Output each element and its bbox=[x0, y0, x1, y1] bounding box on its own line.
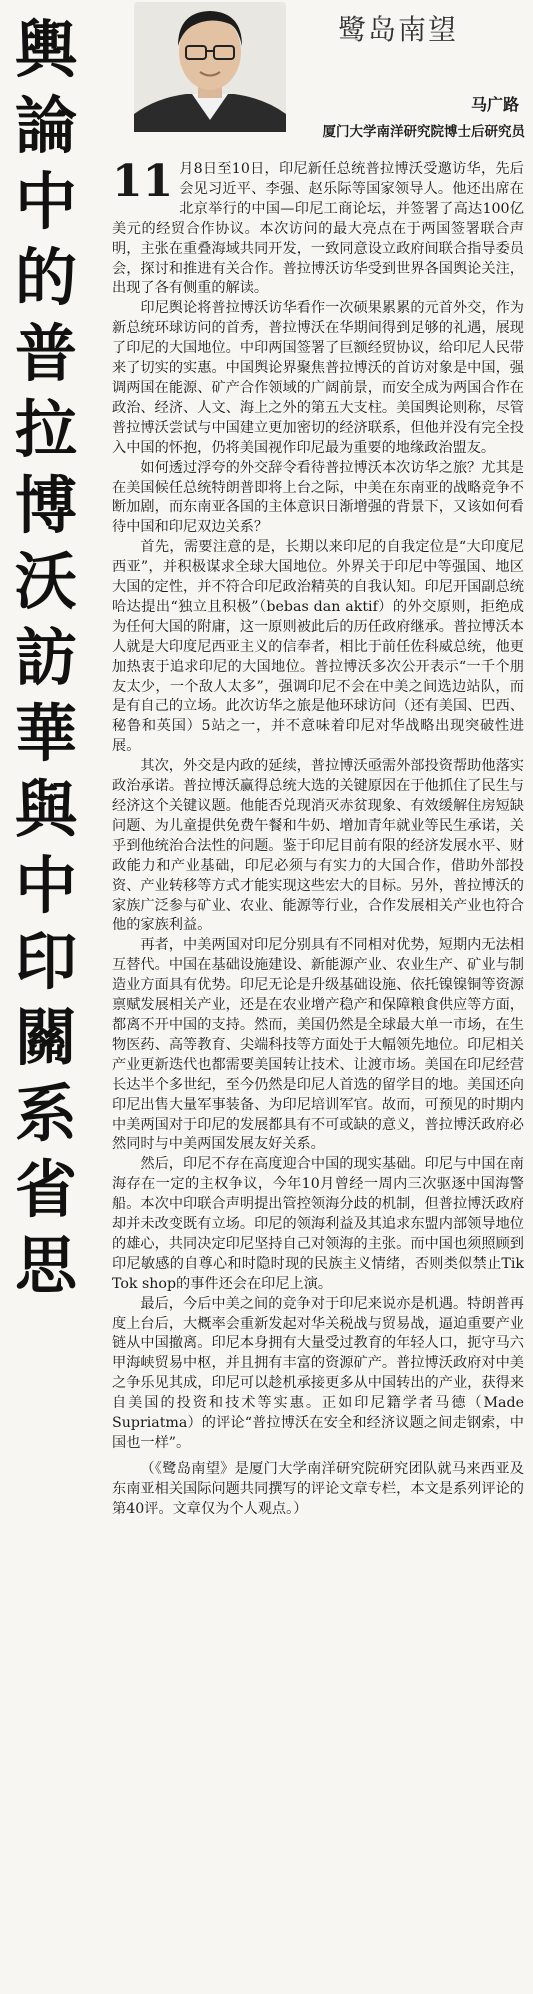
paragraph: 首先，需要注意的是，长期以来印尼的自我定位是“大印度尼西亚”，并积极谋求全球大国地位。外界关于印尼中等强国、地区大国的定性，并不符合印尼政治精英的自我认知。印尼开国副总统哈达提出“独立且积极”（bebas dan aktif）的外交原则，拒绝成为任何大国的附庸，这一原则被此后的历任政府继承。普拉博沃本人就是大印度尼西亚主义的信奉者，相比于前任佐科威总统，他更加热衷于追求印尼的大国地位。普拉博沃多次公开表示“一千个朋友太少，一个敌人太多”，强调印尼不会在中美之间选边站队，而是有自己的立场。此次访华之旅是他环球访问（还有美国、巴西、秘鲁和英国）5站之一，并不意味着印尼对华战略出现突破性进展。 bbox=[112, 539, 524, 755]
headline-char: 訪 bbox=[14, 621, 77, 694]
author-title: 厦门大学南洋研究院博士后研究员 bbox=[322, 124, 525, 140]
author-photo bbox=[134, 2, 286, 132]
headline-char: 華 bbox=[14, 697, 77, 770]
headline-char: 論 bbox=[14, 89, 77, 162]
column-footnote: （《鹭岛南望》是厦门大学南洋研究院研究团队就马来西亚及东南亚相关国际问题共同撰写的评论文章专栏，本文是系列评论的第40评。文章仅为个人观点。） bbox=[112, 1460, 524, 1517]
headline bbox=[6, 12, 86, 1302]
headline-char: 印 bbox=[14, 925, 77, 998]
headline-char: 輿 bbox=[14, 13, 77, 86]
paragraph: 印尼舆论将普拉博沃访华看作一次硕果累累的元首外交，作为新总统环球访问的首秀，普拉博沃在华期间得到足够的礼遇，展现了印尼的大国地位。中印两国签署了巨额经贸协议，给印尼人民带来了切实的实惠。中国舆论界聚焦普拉博沃的首访对象是中国，强调两国在能源、矿产合作领域的广阔前景，而安全成为两国合作在政治、经济、人文、海上之外的第五大支柱。美国舆论则称，尽管普拉博沃尝试与中国建立更加密切的经济联系，但他并没有完全投入中国的怀抱，仍将美国视作印尼最为重要的地缘政治盟友。 bbox=[112, 300, 524, 456]
author-name: 马广路 bbox=[470, 95, 519, 114]
column-header bbox=[120, 0, 533, 158]
headline-char: 博 bbox=[14, 469, 77, 542]
headline-char: 中 bbox=[14, 165, 77, 238]
author-portrait-image bbox=[134, 2, 286, 132]
headline-char: 普 bbox=[14, 317, 77, 390]
paragraph-lead bbox=[112, 156, 524, 299]
paragraph: 其次，外交是内政的延续，普拉博沃亟需外部投资帮助他落实政治承诺。普拉博沃赢得总统大选的关键原因在于他抓住了民生与经济这个关键议题。他能否兑现消灭赤贫现象、有效缓解住房短缺问题、为儿童提供免费午餐和牛奶、增加青年就业等民生承诺，关乎到他统治合法性的问题。鉴于印尼目前有限的经济发展水平、财政能力和产业基础，印尼必须与有实力的大国合作，借助外部投资、产业转移等方式才能实现这些宏大的目标。另外，普拉博沃的家族广泛参与矿业、农业、能源等行业，合作发展相关产业也符合他的家族利益。 bbox=[112, 758, 524, 934]
headline-char: 的 bbox=[14, 241, 77, 314]
dropcap: 11 bbox=[112, 156, 174, 207]
paragraph: 然后，印尼不存在高度迎合中国的现实基础。印尼与中国在南海存在一定的主权争议，今年10月曾经一周内三次驱逐中国海警船。本次中印联合声明提出管控领海分歧的机制，但普拉博沃政府却并未改变既有立场。印尼的领海利益及其追求东盟内部领导地位的雄心，共同决定印尼坚持自己对领海的主张。而中国也须照顾到印尼敏感的自尊心和时隐时现的民族主义情绪，否则类似禁止Tik Tok shop的事件还会在印尼上演。 bbox=[112, 1156, 524, 1292]
column-name: 鹭岛南望 bbox=[338, 13, 459, 46]
headline-char: 思 bbox=[14, 1229, 77, 1302]
headline-char: 沃 bbox=[14, 545, 77, 618]
article-body bbox=[112, 156, 524, 1520]
headline-char: 關 bbox=[14, 1001, 77, 1074]
paragraph-text: 月8日至10日，印尼新任总统普拉博沃受邀访华，先后会见习近平、李强、赵乐际等国家领导人。他还出席在北京举行的中国—印尼工商论坛，并签署了高达100亿美元的经贸合作协议。本次访问的最大亮点在于两国签署联合声明，主张在重叠海域共同开发，一致同意设立政府间联合指导委员会，探讨和推进有关合作。普拉博沃访华受到世界各国舆论关注，出现了各有侧重的解读。 bbox=[112, 161, 524, 297]
headline-char: 拉 bbox=[14, 393, 77, 466]
headline-char: 系 bbox=[14, 1077, 77, 1150]
paragraph: 如何透过浮夸的外交辞令看待普拉博沃本次访华之旅？尤其是在美国候任总统特朗普即将上台之际，中美在东南亚的战略竞争不断加剧，而东南亚各国的主体意识日渐增强的背景下，又该如何看待中国和印尼双边关系？ bbox=[112, 459, 524, 536]
paragraph: 再者，中美两国对印尼分别具有不同相对优势，短期内无法相互替代。中国在基础设施建设、新能源产业、农业生产、矿业与制造业方面具有优势。印尼无论是升级基础设施、依托镍镍铜等资源禀赋发展相关产业，还是在农业增产稳产和保障粮食供应等方面，都离不开中国的支持。然而，美国仍然是全球最大单一市场，在生物医药、高等教育、尖端科技等方面处于大幅领先地位。印尼相关产业更新迭代也都需要美国转让技术、让渡市场。美国在印尼经营长达半个多世纪，至今仍然是印尼人首选的留学目的地。美国还向印尼出售大量军事装备、为印尼培训军官。故而，可预见的时期内中美两国对于印尼的发展都具有不可或缺的意义，普拉博沃政府必然同时与中美两国发展友好关系。 bbox=[112, 937, 524, 1153]
paragraph: 最后，今后中美之间的竞争对于印尼来说亦是机遇。特朗普再度上台后，大概率会重新发起对华关税战与贸易战，逼迫重要产业链从中国撤离。印尼本身拥有大量受过教育的年轻人口，扼守马六甲海峡贸易中枢，并且拥有丰富的资源矿产。普拉博沃政府对中美之争乐见其成，印尼可以趁机承接更多从中国转出的产业，获得来自美国的投资和技术等实惠。正如印尼籍学者马德（Made Supriatma）的评论“普拉博沃在安全和经济议题之间走钢索，中国也一样”。 bbox=[112, 1295, 524, 1451]
headline-char: 中 bbox=[14, 849, 77, 922]
headline-char: 省 bbox=[14, 1153, 77, 1226]
headline-char: 與 bbox=[14, 773, 77, 846]
